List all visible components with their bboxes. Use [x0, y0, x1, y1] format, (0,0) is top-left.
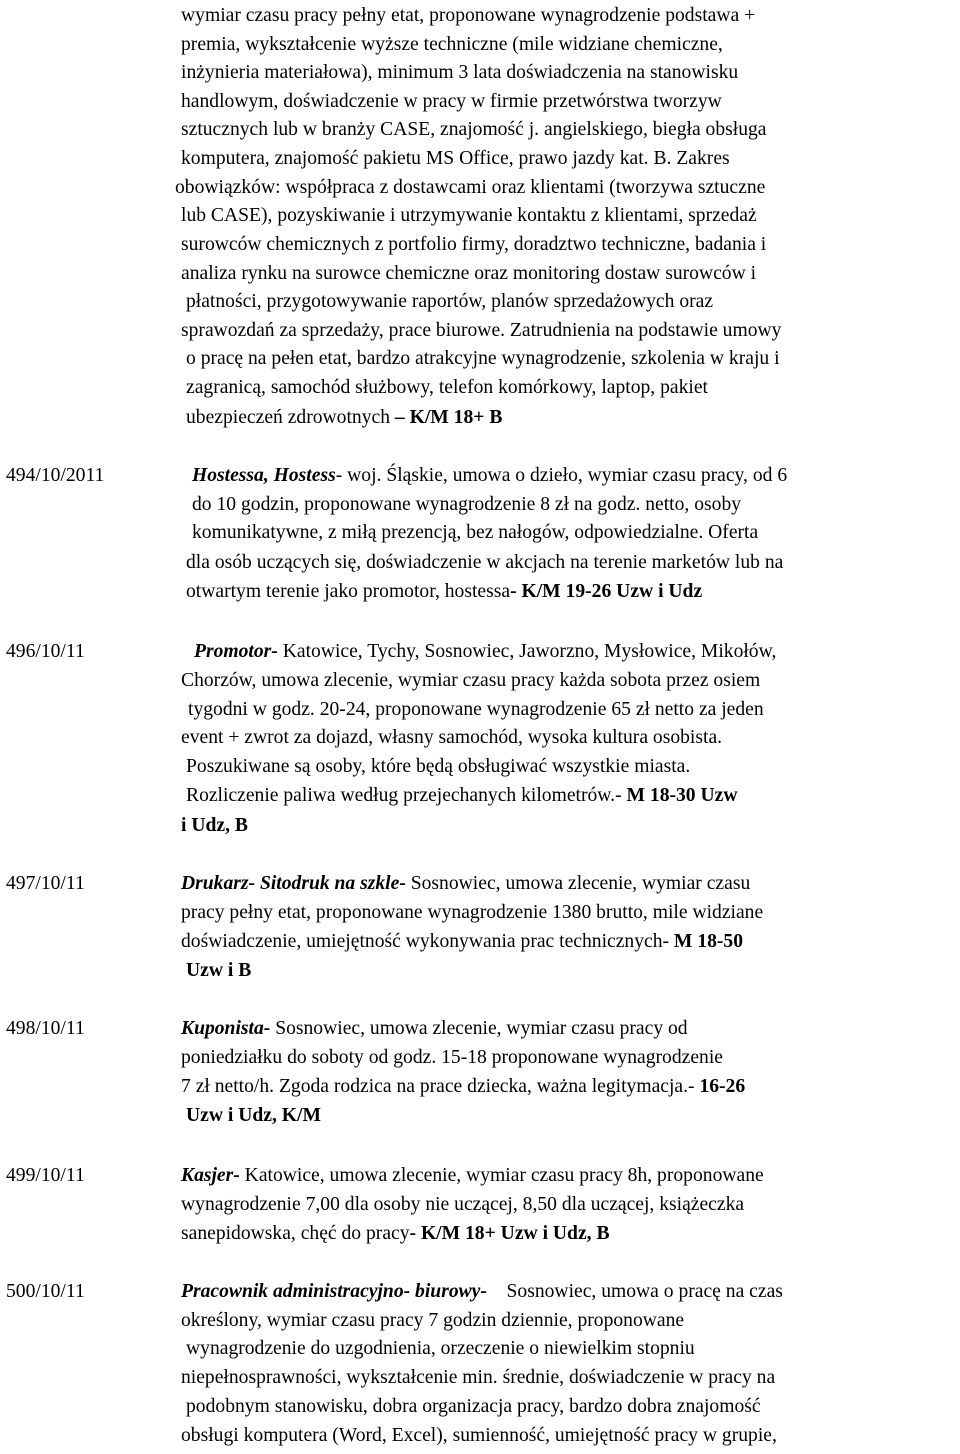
listing-id: 499/10/11 — [6, 1165, 85, 1186]
text-line — [194, 642, 776, 662]
text-line: event + zwrot za dojazd, własny samochód, wysoka kultura osobista. — [181, 727, 723, 748]
text-line — [181, 1282, 783, 1302]
text-line: wymiar czasu pracy pełny etat, proponowane wynagrodzenie podstawa + — [181, 5, 756, 26]
text-line: komputera, znajomość pakietu MS Office, prawo jazdy kat. B. Zakres — [181, 148, 730, 169]
listing-id: 494/10/2011 — [6, 465, 105, 486]
text-line: wynagrodzenie 7,00 dla osoby nie uczącej, 8,50 dla uczącej, książeczka — [181, 1194, 745, 1215]
requirements-tag: i Udz, B — [181, 815, 248, 836]
requirements-tag: 16-26 — [699, 1076, 746, 1097]
text-line — [181, 1166, 764, 1186]
text-line: surowców chemicznych z portfolio firmy, doradztwo techniczne, badania i — [181, 234, 767, 255]
text-line: handlowym, doświadczenie w pracy w firmie przetwórstwa tworzyw — [181, 91, 722, 112]
text-line: sztucznych lub w branży CASE, znajomość j. angielskiego, biegła obsługa — [181, 119, 767, 140]
text-fragment: Rozliczenie paliwa według przejechanych kilometrów.- — [186, 785, 627, 806]
text-line: pracy pełny etat, proponowane wynagrodzenie 1380 brutto, mile widziane — [181, 902, 764, 923]
text-fragment: Katowice, umowa zlecenie, wymiar czasu pracy 8h, proponowane — [239, 1165, 764, 1186]
job-title: Promotor- — [194, 641, 278, 662]
text-line — [181, 1224, 610, 1244]
text-line: niepełnosprawności, wykształcenie min. średnie, doświadczenie w pracy na — [181, 1367, 776, 1388]
job-title: Drukarz- Sitodruk na szkle- — [181, 873, 406, 894]
text-line: zagranicą, samochód służbowy, telefon komórkowy, laptop, pakiet — [186, 377, 708, 398]
listing-id: 497/10/11 — [6, 873, 85, 894]
text-fragment: Sosnowiec, umowa o pracę na czas — [486, 1281, 783, 1302]
text-line: wynagrodzenie do uzgodnienia, orzeczenie o niewielkim stopniu — [186, 1338, 695, 1359]
requirements-tag: - K/M 19-26 Uzw i Udz — [510, 581, 703, 602]
job-title: Pracownik administracyjno- biurowy- — [181, 1281, 487, 1302]
listing-id: 496/10/11 — [6, 641, 85, 662]
listing-id: 500/10/11 — [6, 1281, 85, 1302]
job-title: Kasjer- — [181, 1165, 240, 1186]
text-line — [192, 466, 787, 486]
text-line: inżynieria materiałowa), minimum 3 lata doświadczenia na stanowisku — [181, 62, 739, 83]
text-fragment: sanepidowska, chęć do pracy — [181, 1223, 410, 1244]
listing-id: 498/10/11 — [6, 1018, 85, 1039]
text-line — [181, 1019, 688, 1039]
text-fragment: Katowice, Tychy, Sosnowiec, Jaworzno, Mysłowice, Mikołów, — [277, 641, 777, 662]
text-line: poniedziałku do soboty od godz. 15-18 proponowane wynagrodzenie — [181, 1047, 723, 1068]
text-line — [181, 932, 743, 952]
text-line — [186, 786, 738, 806]
text-line — [181, 874, 750, 894]
text-line: podobnym stanowisku, dobra organizacja pracy, bardzo dobra znajomość — [186, 1396, 761, 1417]
text-fragment: Sosnowiec, umowa zlecenie, wymiar czasu — [405, 873, 751, 894]
text-line: do 10 godzin, proponowane wynagrodzenie 8 zł na godz. netto, osoby — [192, 494, 742, 515]
text-line: określony, wymiar czasu pracy 7 godzin dziennie, proponowane — [181, 1310, 685, 1331]
requirements-tag: M 18-50 — [673, 931, 744, 952]
requirements-tag: - K/M 18+ Uzw i Udz, B — [409, 1223, 610, 1244]
text-line: premia, wykształcenie wyższe techniczne (mile widziane chemiczne, — [181, 34, 723, 55]
text-fragment: otwartym terenie jako promotor, hostessa — [186, 581, 511, 602]
text-line: lub CASE), pozyskiwanie i utrzymywanie kontaktu z klientami, sprzedaż — [181, 205, 757, 226]
requirements-tag: – K/M 18+ B — [394, 407, 503, 428]
text-line: tygodni w godz. 20-24, proponowane wynagrodzenie 65 zł netto za jeden — [188, 699, 764, 720]
requirements-tag: M 18-30 Uzw — [626, 785, 738, 806]
text-line — [186, 408, 502, 428]
job-title: Kuponista- — [181, 1018, 271, 1039]
text-fragment: Sosnowiec, umowa zlecenie, wymiar czasu pracy od — [270, 1018, 688, 1039]
text-line: sprawozdań za sprzedaży, prace biurowe. Zatrudnienia na podstawie umowy — [181, 320, 782, 341]
requirements-tag: Uzw i Udz, K/M — [186, 1105, 321, 1126]
text-line: Chorzów, umowa zlecenie, wymiar czasu pracy każda sobota przez osiem — [181, 670, 761, 691]
requirements-tag: Uzw i B — [186, 960, 252, 981]
text-line: płatności, przygotowywanie raportów, planów sprzedażowych oraz — [186, 291, 714, 312]
text-fragment: 7 zł netto/h. Zgoda rodzica na prace dziecka, ważna legitymacja.- — [181, 1076, 700, 1097]
text-line — [181, 1077, 745, 1097]
text-line — [186, 582, 702, 602]
text-line: analiza rynku na surowce chemiczne oraz monitoring dostaw surowców i — [181, 263, 757, 284]
text-line: obsługi komputera (Word, Excel), sumienność, umiejętność pracy w grupie, — [181, 1425, 777, 1446]
text-line: komunikatywne, z miłą prezencją, bez nałogów, odpowiedzialne. Oferta — [192, 522, 759, 543]
text-line: obowiązków: współpraca z dostawcami oraz klientami (tworzywa sztuczne — [175, 177, 766, 198]
text-line: o pracę na pełen etat, bardzo atrakcyjne wynagrodzenie, szkolenia w kraju i — [186, 348, 780, 369]
text-fragment: - woj. Śląskie, umowa o dzieło, wymiar czasu pracy, od 6 — [335, 465, 788, 486]
text-line: dla osób uczących się, doświadczenie w akcjach na terenie marketów lub na — [186, 552, 784, 573]
job-title: Hostessa, Hostess — [192, 465, 336, 486]
text-fragment: ubezpieczeń zdrowotnych — [186, 407, 395, 428]
text-line: Poszukiwane są osoby, które będą obsługiwać wszystkie miasta. — [186, 756, 691, 777]
text-fragment: doświadczenie, umiejętność wykonywania prac technicznych- — [181, 931, 674, 952]
